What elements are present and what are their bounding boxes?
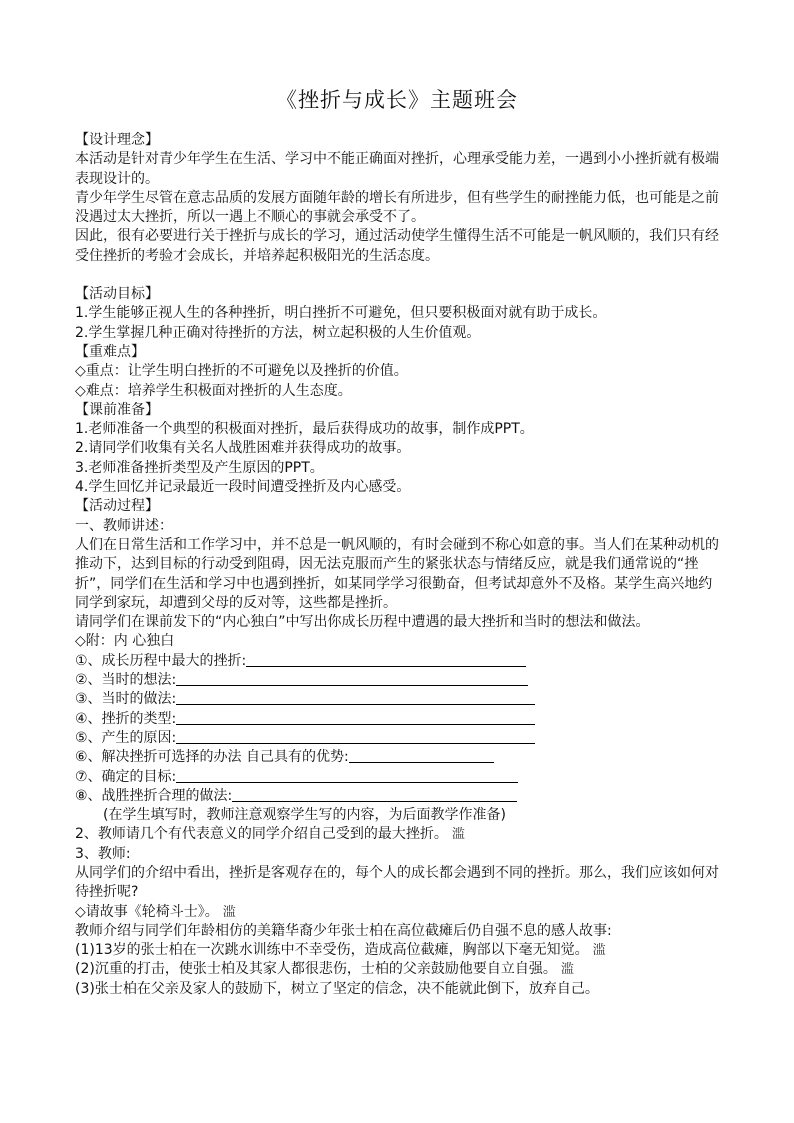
form-line bbox=[75, 690, 725, 709]
list-item: 1.学生能够正视人生的各种挫折，明白挫折不可避免，但只要积极面对就有助于成长。 bbox=[75, 305, 607, 322]
form-label: ②、当时的想法: bbox=[75, 672, 177, 689]
story-step: (2)沉重的打击，使张士柏及其家人都很悲伤，士柏的父亲鼓励他要自立自强。 bbox=[75, 961, 557, 978]
list-item: (3)张士柏在父亲及家人的鼓励下，树立了坚定的信念，决不能就此倒下，放弃自己。 bbox=[75, 980, 599, 997]
paragraph: 从同学们的介绍中看出，挫折是客观存在的，每个人的成长都会遇到不同的挫折。那么，我们应该如何对待挫折呢? bbox=[75, 864, 719, 901]
subheading: 3、教师: bbox=[75, 845, 131, 862]
list-item: 4.学生回忆并记录最近一段时间遭受挫折及内心感受。 bbox=[75, 479, 411, 496]
form-label: ⑦、确定的目标: bbox=[75, 768, 177, 785]
artifact-glyph: 滥 bbox=[222, 904, 236, 920]
list-item bbox=[75, 941, 725, 960]
form-line bbox=[75, 671, 725, 690]
story-step: (1)13岁的张士柏在一次跳水训练中不幸受伤，造成高位截瘫，胸部以下毫无知觉。 bbox=[75, 942, 589, 959]
list-item: 1.老师准备一个典型的积极面对挫折，最后获得成功的故事，制作成PPT。 bbox=[75, 421, 534, 438]
list-item: 2.请同学们收集有关名人战胜困难并获得成功的故事。 bbox=[75, 440, 411, 457]
section-heading-design: 【设计理念】 bbox=[75, 132, 159, 148]
form-label: ①、成长历程中最大的挫折: bbox=[75, 652, 247, 669]
form-label: ③、当时的做法: bbox=[75, 691, 177, 708]
blank-line bbox=[232, 787, 517, 802]
list-item: 3.老师准备挫折类型及产生原因的PPT。 bbox=[75, 459, 324, 476]
blank-line bbox=[176, 729, 535, 744]
section-heading-key-points: 【重难点】 bbox=[75, 343, 145, 360]
page-title: 《挫折与成长》主题班会 bbox=[276, 88, 518, 112]
form-label: ⑤、产生的原因: bbox=[75, 729, 177, 746]
artifact-glyph: 滥 bbox=[560, 962, 574, 978]
paragraph: 人们在日常生活和工作学习中，并不总是一帆风顺的，有时会碰到不称心如意的事。当人们在某种动机的推动下，达到目标的行动受到阻碍，因无法克服而产生的紧张状态与情绪反应，就是我们通常说的“挫折”，同学们在生活和学习中也遇到挫折，如某同学学习很勤奋，但考试却意外不及格。某学生高兴地约同学到家玩，却遭到父母的反对等，这些都是挫折。 bbox=[75, 536, 719, 611]
blank-line bbox=[246, 652, 526, 667]
step-text: 2、教师请几个有代表意义的同学介绍自己受到的最大挫折。 bbox=[75, 826, 448, 843]
story-title: ◇请故事《轮椅斗士》。 bbox=[75, 903, 219, 920]
form-label: ⑥、解决挫折可选择的办法 自己具有的优势: bbox=[75, 749, 349, 766]
attachment-label: ◇附：内 心独白 bbox=[75, 633, 175, 650]
form-line bbox=[75, 787, 725, 806]
artifact-glyph: 滥 bbox=[592, 943, 606, 959]
list-item: 2.学生掌握几种正确对待挫折的方法，树立起积极的人生价值观。 bbox=[75, 324, 481, 341]
form-line bbox=[75, 652, 725, 671]
list-item: ◇重点：让学生明白挫折的不可避免以及挫折的价值。 bbox=[75, 363, 408, 380]
form-line bbox=[75, 748, 725, 767]
teacher-note: (在学生填写时，教师注意观察学生写的内容，为后面教学作准备) bbox=[103, 807, 506, 824]
form-line bbox=[75, 710, 725, 729]
paragraph bbox=[75, 825, 725, 844]
paragraph: 请同学们在课前发下的“内心独白”中写出你成长历程中遭遇的最大挫折和当时的想法和做法。 bbox=[75, 614, 650, 631]
form-label: ⑧、战胜挫折合理的做法: bbox=[75, 787, 233, 804]
blank-line bbox=[176, 710, 535, 725]
paragraph: 教师介绍与同学们年龄相仿的美籍华裔少年张士柏在高位截瘫后仍自强不息的感人故事: bbox=[75, 922, 612, 939]
form-line bbox=[75, 768, 725, 787]
form-line bbox=[75, 729, 725, 748]
list-item bbox=[75, 960, 725, 979]
paragraph bbox=[75, 903, 725, 922]
blank-line bbox=[176, 671, 528, 686]
blank-line bbox=[176, 768, 518, 783]
section-heading-goals: 【活动目标】 bbox=[75, 286, 159, 303]
paragraph: 本活动是针对青少年学生在生活、学习中不能正确面对挫折，心理承受能力差，一遇到小小挫折就有极端表现设计的。 bbox=[75, 151, 719, 187]
form-label: ④、挫折的类型: bbox=[75, 710, 177, 727]
list-item: ◇难点：培养学生积极面对挫折的人生态度。 bbox=[75, 382, 352, 399]
subheading: 一、教师讲述： bbox=[75, 517, 173, 534]
section-heading-preparation: 【课前准备】 bbox=[75, 401, 159, 418]
paragraph: 因此，很有必要进行关于挫折与成长的学习，通过活动使学生懂得生活不可能是一帆风顺的，我们只有经受住挫折的考验才会成长，并培养起积极阳光的生活态度。 bbox=[75, 228, 719, 264]
document-body bbox=[75, 131, 725, 999]
artifact-glyph: 滥 bbox=[451, 827, 465, 843]
section-heading-process: 【活动过程】 bbox=[75, 498, 159, 515]
blank-line bbox=[349, 748, 494, 763]
paragraph: 青少年学生尽管在意志品质的发展方面随年龄的增长有所进步，但有些学生的耐挫能力低，也可能是之前没遇过太大挫折，所以一遇上不顺心的事就会承受不了。 bbox=[75, 189, 719, 226]
blank-line bbox=[176, 690, 535, 705]
